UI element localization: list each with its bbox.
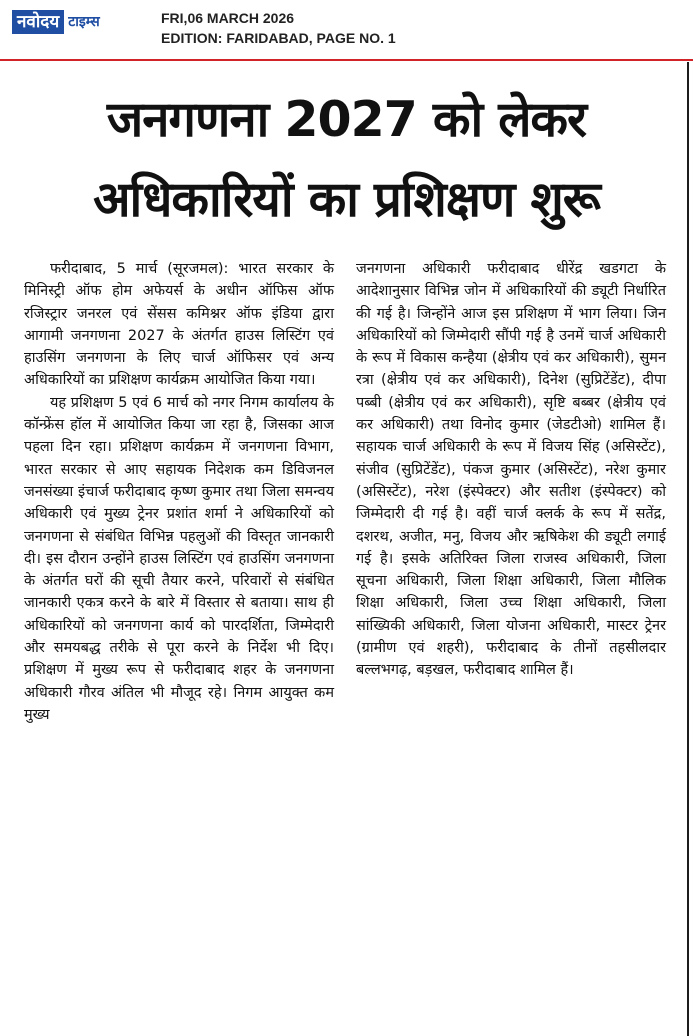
article-right-column (356, 258, 666, 682)
edition-page: EDITION: FARIDABAD, PAGE NO. 1 (161, 30, 396, 46)
newspaper-logo (12, 10, 100, 34)
article-paragraph: जनगणना अधिकारी फरीदाबाद धीरेंद्र खडगटा के आदेशानुसार विभिन्न जोन में अधिकारियों की ड्यूटी निर्धारित की गई है। जिन्होंने आज इस प्रशिक्षण में भाग लिया। जिन अधिकारियों को जिम्मेदारी सौंपी गई है उनमें चार्ज अधिकारी के रूप में विकास कन्हैया (क्षेत्रीय एवं कर अधिकारी), सुमन रत्रा (क्षेत्रीय एवं कर अधिकारी), दिनेश (सुप्रिटेंडेंट), दीपा पब्बी (क्षेत्रीय एवं कर अधिकारी), सृष्टि बब्बर (क्षेत्रीय एवं कर अधिकारी) तथा विनोद कुमार (जेडटीओ) शामिल हैं। सहायक चार्ज अधिकारी के रूप में विजय सिंह (असिस्टेंट), संजीव (सुप्रिटेंडेंट), पंकज कुमार (असिस्टेंट), नरेश कुमार (असिस्टेंट), नरेश (इंस्पेक्टर) और सतीश (इंस्पेक्टर) को जिम्मेदारी दी गई है। वहीं चार्ज क्लर्क के रूप में सतेंद्र, दशरथ, अजीत, मनु, विजय और ऋषिकेश की ड्यूटी लगाई गई है। इसके अतिरिक्त जिला राजस्व अधिकारी, जिला सूचना अधिकारी, जिला शिक्षा अधिकारी, जिला मौलिक शिक्षा अधिकारी, जिला उच्च शिक्षा अधिकारी, जिला सांख्यिकी अधिकारी, जिला योजना अधिकारी, मास्टर ट्रेनर (ग्रामीण एवं शहरी), फरीदाबाद के तीनों तहसीलदार बल्लभगढ़, बड़खल, फरीदाबाद शामिल हैं। (356, 261, 666, 679)
headline-line-1: जनगणना 2027 को लेकर (106, 91, 587, 148)
header-divider (0, 59, 693, 61)
article-left-column (24, 258, 334, 726)
article-paragraph: फरीदाबाद, 5 मार्च (सूरजमल): भारत सरकार के मिनिस्ट्री ऑफ होम अफेयर्स के अधीन ऑफिस ऑफ रजिस्ट्रार जनरल एवं सेंसस कमिश्नर ऑफ इंडिया द्वारा आगामी जनगणना 2027 के अंतर्गत हाउस लिस्टिंग एवं हाउसिंग जनगणना के लिए चार्ज ऑफिसर एवं अन्य अधिकारियों का प्रशिक्षण कार्यक्रम आयोजित किया गया। (24, 261, 334, 389)
logo-main-text: नवोदय (12, 10, 64, 34)
edition-info (161, 8, 396, 48)
article-headline (0, 80, 693, 240)
headline-line-2: अधिकारियों का प्रशिक्षण शुरू (93, 171, 600, 228)
logo-sub-text: टाइम्स (68, 14, 100, 30)
article-paragraph: यह प्रशिक्षण 5 एवं 6 मार्च को नगर निगम कार्यालय के कॉन्फ्रेंस हॉल में आयोजित किया जा रहा है, जिसका आज पहला दिन रहा। प्रशिक्षण कार्यक्रम में जनगणना विभाग, भारत सरकार से आए सहायक निदेशक कम डिविजनल जनसंख्या इंचार्ज फरीदाबाद कृष्ण कुमार तथा जिला समन्वय अधिकारी एवं मुख्य ट्रेनर प्रशांत शर्मा ने अधिकारियों को जनगणना से संबंधित विभिन्न पहलुओं की विस्तृत जानकारी दी। इस दौरान उन्होंने हाउस लिस्टिंग एवं हाउसिंग जनगणना के अंतर्गत घरों की सूची तैयार करने, परिवारों से संबंधित जानकारी एकत्र करने के बारे में विस्तार से बताया। साथ ही अधिकारियों को जनगणना कार्य को पारदर्शिता, जिम्मेदारी और समयबद्ध तरीके से पूरा करने के निर्देश भी दिए। प्रशिक्षण में मुख्य रूप से फरीदाबाद शहर के जनगणना अधिकारी गौरव अंतिल भी मौजूद रहे। निगम आयुक्त कम मुख्य (24, 394, 334, 723)
masthead (0, 0, 693, 62)
publication-date: FRI,06 MARCH 2026 (161, 10, 295, 26)
